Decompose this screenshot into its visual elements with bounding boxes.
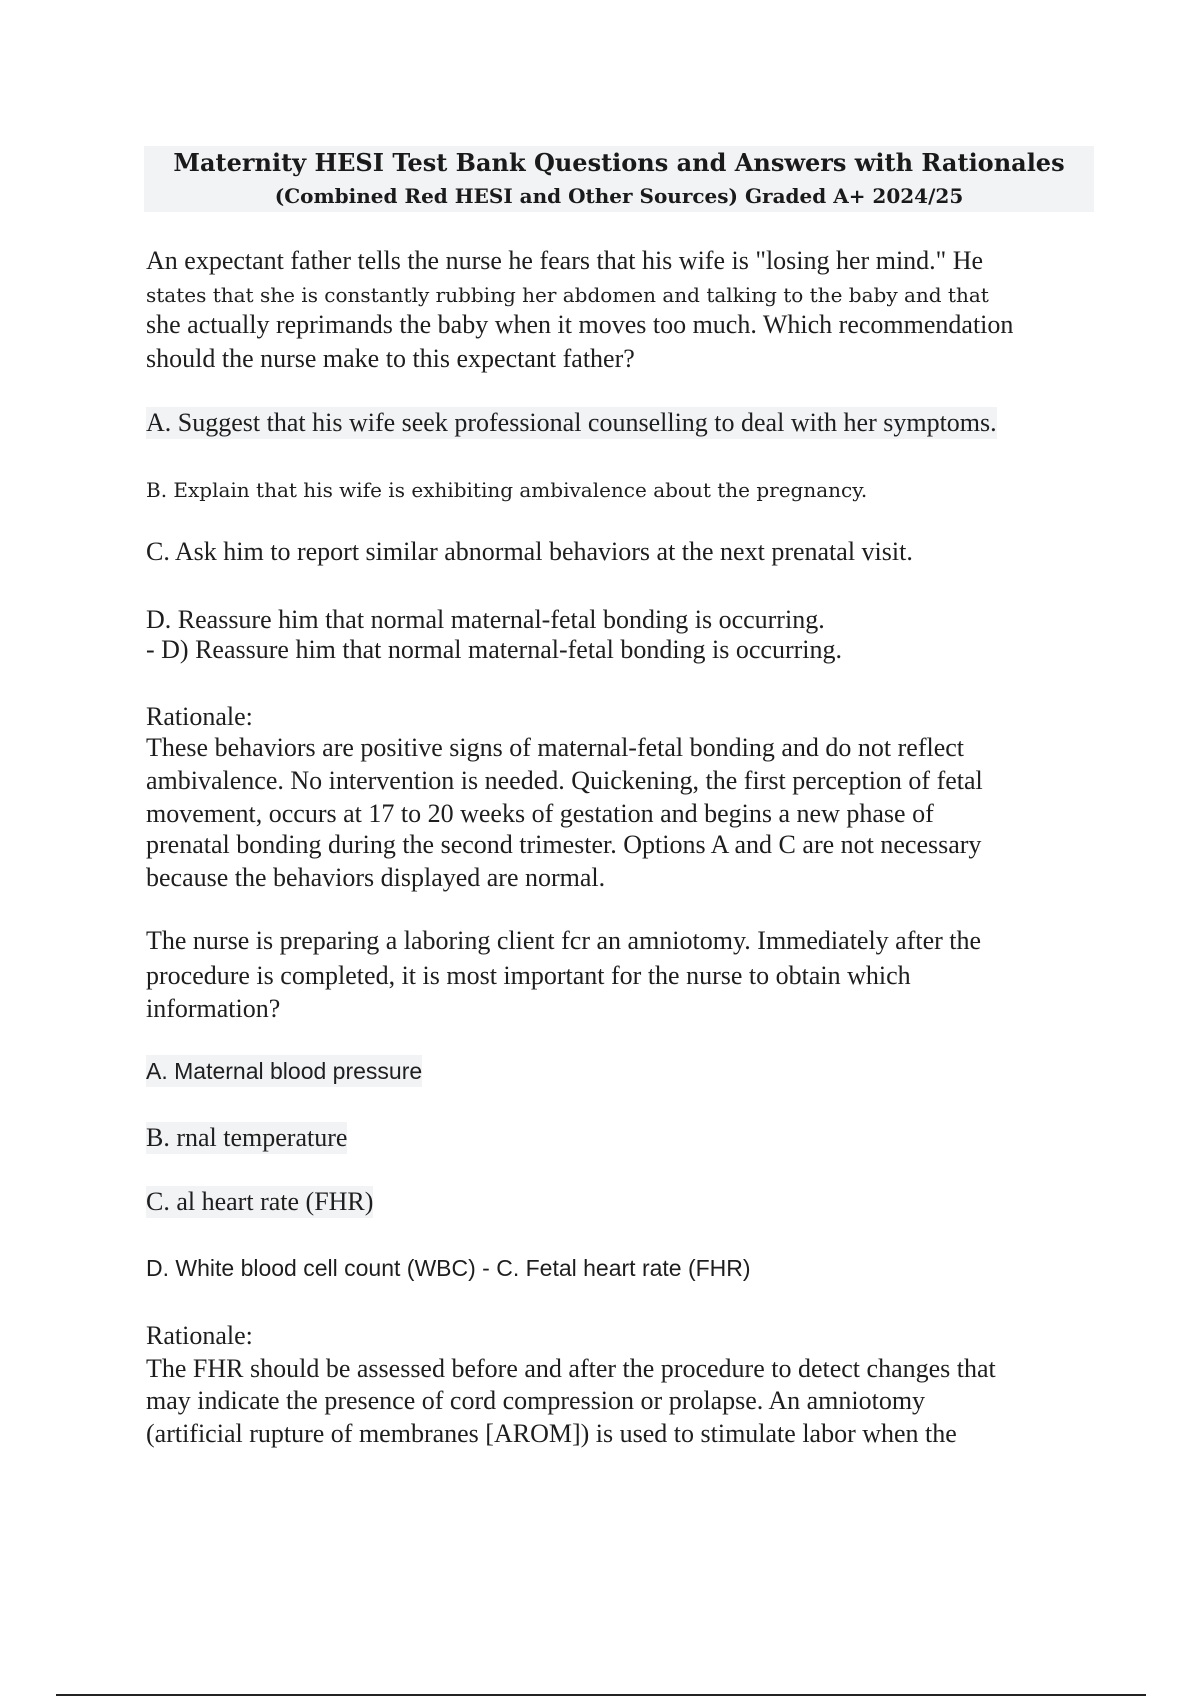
q2-stem-line: procedure is completed, it is most important for the nurse to obtain which bbox=[146, 961, 911, 990]
q2-option-b: B. rnal temperature bbox=[146, 1123, 348, 1152]
q1-option-c: C. Ask him to report similar abnormal behaviors at the next prenatal visit. bbox=[146, 537, 913, 566]
q1-stem-line: should the nurse make to this expectant father? bbox=[146, 344, 635, 373]
q2-option-c: C. al heart rate (FHR) bbox=[146, 1187, 374, 1216]
q2-rationale-line: may indicate the presence of cord compression or prolapse. An amniotomy bbox=[146, 1386, 926, 1415]
q1-rationale-line: ambivalence. No intervention is needed. Quickening, the first perception of fetal bbox=[146, 766, 983, 795]
q2-rationale-line: The FHR should be assessed before and after the procedure to detect changes that bbox=[146, 1354, 996, 1383]
q2-option-d: D. White blood cell count (WBC) - C. Fetal heart rate (FHR) bbox=[146, 1255, 751, 1281]
q1-answer: - D) Reassure him that normal maternal-fetal bonding is occurring. bbox=[146, 635, 843, 664]
q2-stem-line: information? bbox=[146, 994, 281, 1023]
q1-rationale-line: because the behaviors displayed are normal. bbox=[146, 863, 606, 892]
q1-rationale-line: prenatal bonding during the second trimester. Options A and C are not necessary bbox=[146, 830, 982, 859]
q1-rationale-line: movement, occurs at 17 to 20 weeks of gestation and begins a new phase of bbox=[146, 799, 934, 828]
q1-stem-line: An expectant father tells the nurse he fears that his wife is "losing her mind." He bbox=[146, 246, 984, 275]
q1-rationale-line: These behaviors are positive signs of maternal-fetal bonding and do not reflect bbox=[146, 733, 965, 762]
q1-option-b: B. Explain that his wife is exhibiting ambivalence about the pregnancy. bbox=[146, 478, 868, 502]
q1-option-a: A. Suggest that his wife seek professional counselling to deal with her symptoms. bbox=[146, 408, 997, 437]
q1-option-d: D. Reassure him that normal maternal-fetal bonding is occurring. bbox=[146, 605, 825, 634]
q1-stem-line: she actually reprimands the baby when it moves too much. Which recommendation bbox=[146, 310, 1014, 339]
q2-stem-line: The nurse is preparing a laboring client fcr an amniotomy. Immediately after the bbox=[146, 926, 982, 955]
footer-rule bbox=[56, 1694, 1146, 1696]
q1-stem-line: states that she is constantly rubbing her abdomen and talking to the baby and that bbox=[146, 283, 989, 307]
document-title: Maternity HESI Test Bank Questions and Answers with Rationales bbox=[173, 148, 1065, 177]
q2-option-a: A. Maternal blood pressure bbox=[146, 1055, 422, 1087]
q2-rationale-line: (artificial rupture of membranes [AROM]) is used to stimulate labor when the bbox=[146, 1419, 957, 1448]
document-subtitle: (Combined Red HESI and Other Sources) Graded A+ 2024/25 bbox=[274, 184, 964, 208]
q1-rationale-label: Rationale: bbox=[146, 702, 253, 731]
q2-rationale-label: Rationale: bbox=[146, 1321, 253, 1350]
